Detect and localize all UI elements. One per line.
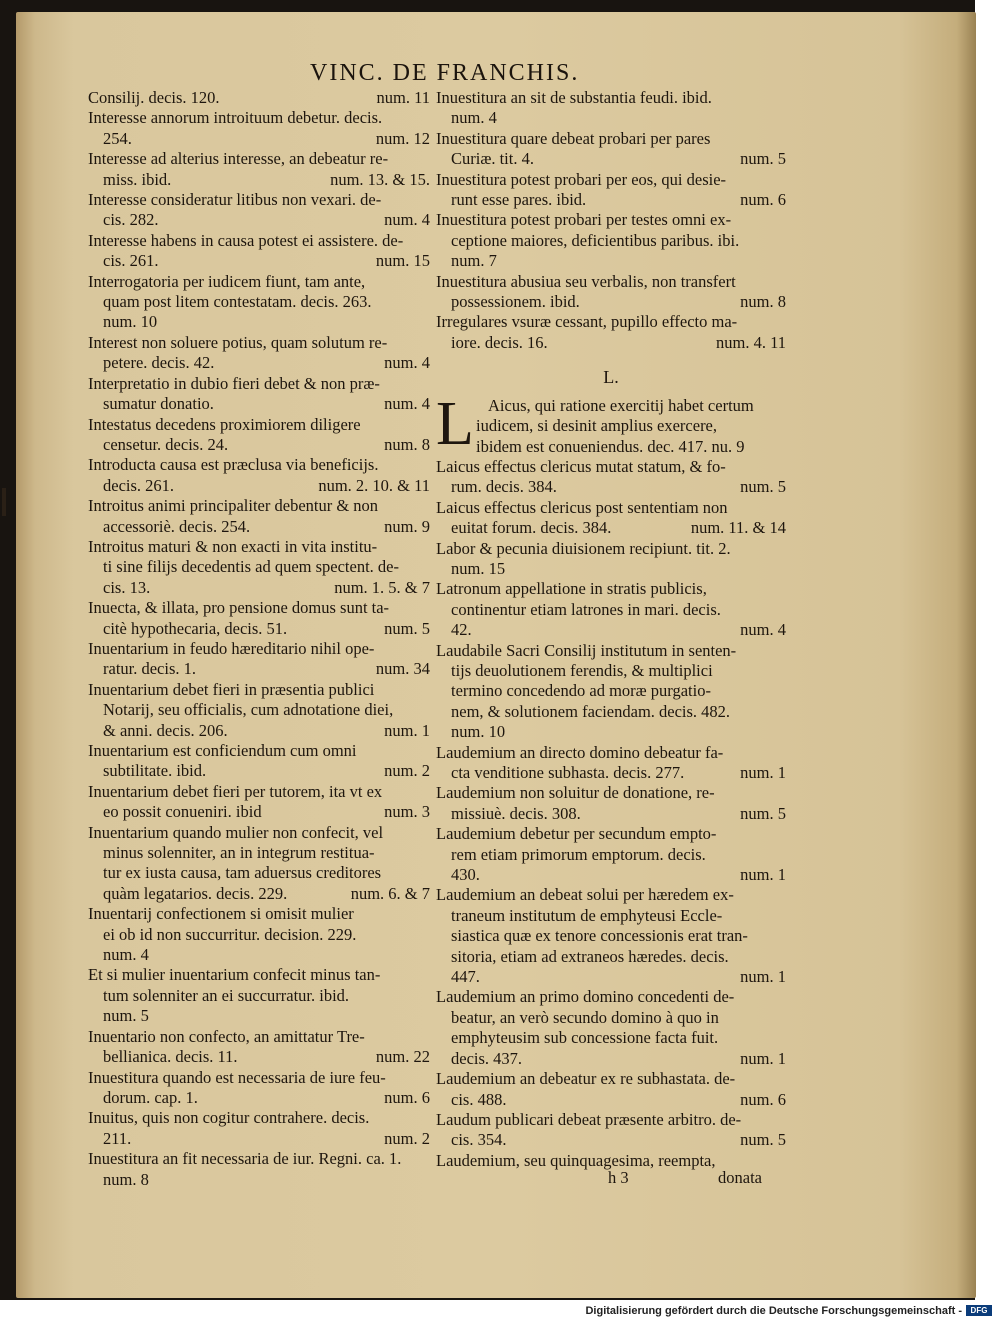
footer-credit: Digitalisierung gefördert durch die Deutsche Forschungsgemeinschaft - xyxy=(585,1305,962,1317)
entry-line xyxy=(88,741,430,761)
entry-text: Inuentario non confecto, an amittatur Tre- xyxy=(88,1026,365,1046)
index-entry xyxy=(88,496,430,537)
entry-reference: num. 4 xyxy=(740,620,786,640)
entry-line xyxy=(436,457,786,477)
entry-text: Consilij. decis. 120. xyxy=(88,88,220,107)
entry-text: Inuecta, & illata, pro pensione domus sunt ta- xyxy=(88,598,390,618)
entry-reference: num. 13. & 15. xyxy=(330,169,430,189)
initial-entry xyxy=(436,389,786,458)
entry-text: Interesse ad alterius interesse, an debeatur re- xyxy=(88,149,389,169)
index-entry xyxy=(436,210,786,271)
entry-text: Inuestitura potest probari per eos, qui desie- xyxy=(436,169,727,189)
entry-line xyxy=(436,824,786,844)
entry-reference: num. 4. 11 xyxy=(716,332,786,352)
entry-reference: num. 6 xyxy=(384,1087,430,1107)
footer-bar xyxy=(0,1300,1000,1321)
entry-text: Notarij, seu officialis, cum adnotatione diei, xyxy=(103,700,394,720)
entry-text: miss. ibid. xyxy=(103,169,172,189)
entry-reference: num. 4 xyxy=(384,353,430,373)
entry-line xyxy=(436,1130,786,1150)
entry-text: quàm legatarios. decis. 229. xyxy=(103,883,288,903)
entry-line xyxy=(436,1069,786,1089)
binding-shadow xyxy=(2,488,6,516)
entry-text: Laudemium an debeat solui per hæredem ex- xyxy=(436,885,734,905)
entry-text: Inuentarium est conficiendum cum omni xyxy=(88,741,357,760)
entry-line xyxy=(88,782,430,802)
entry-line xyxy=(88,210,430,230)
entry-line xyxy=(88,129,430,149)
index-entry xyxy=(88,904,430,965)
section-letter-heading: L. xyxy=(603,367,619,388)
entry-text: Inuestitura an sit de substantia feudi. ibid. xyxy=(436,88,712,107)
index-entry xyxy=(88,149,430,190)
entry-line xyxy=(88,88,430,108)
entry-text: quam post litem contestatam. decis. 263. xyxy=(103,292,372,312)
entry-text: Interrogatoria per iudicem fiunt, tam ante, xyxy=(88,271,366,291)
entry-line xyxy=(88,333,430,353)
entry-reference: num. 2 xyxy=(384,761,430,781)
entry-text: Interesse habens in causa potest ei assistere. de- xyxy=(88,230,404,250)
entry-text: subtilitate. ibid. xyxy=(103,761,207,781)
entry-line xyxy=(436,88,786,108)
entry-text: Labor & pecunia diuisionem recipiunt. tit. 2. xyxy=(436,538,731,558)
entry-line xyxy=(436,947,786,967)
entry-text: cis. 261. xyxy=(103,251,159,271)
index-entry xyxy=(88,1068,430,1109)
entry-text: nem, & solutionem faciendam. decis. 482. xyxy=(451,701,731,721)
entry-text: possessionem. ibid. xyxy=(451,292,580,312)
entry-reference: num. 6 xyxy=(740,1089,786,1109)
entry-line xyxy=(88,1149,430,1169)
entry-line xyxy=(436,743,786,763)
index-entry xyxy=(436,312,786,353)
entry-text: Inuestitura potest probari per testes omni ex- xyxy=(436,210,732,230)
entry-text: tum solenniter an ei succurratur. ibid. xyxy=(103,985,350,1005)
entry-text: beatur, an verò secundo domino à quo in xyxy=(451,1007,719,1027)
index-entry xyxy=(88,374,430,415)
index-entry xyxy=(436,1069,786,1110)
entry-line xyxy=(88,557,430,577)
index-entry xyxy=(436,170,786,211)
entry-text: 447. xyxy=(451,967,480,987)
entry-text: 430. xyxy=(451,865,480,885)
entry-text: Interpretatio in dubio fieri debet & non præ- xyxy=(88,373,380,393)
entry-line xyxy=(436,1049,786,1069)
entry-line xyxy=(88,598,430,618)
entry-text: dorum. cap. 1. xyxy=(103,1087,198,1107)
entry-line xyxy=(88,292,430,312)
entry-line xyxy=(436,845,786,865)
entry-line xyxy=(436,620,786,640)
entry-text: decis. 261. xyxy=(103,475,175,495)
entry-line xyxy=(436,865,786,885)
entry-text: Laicus effectus clericus mutat statum, & fo- xyxy=(436,456,726,476)
index-entry xyxy=(88,415,430,456)
entry-line xyxy=(88,843,430,863)
entry-line xyxy=(436,1090,786,1110)
entry-line xyxy=(88,925,430,945)
entry-line xyxy=(88,986,430,1006)
index-entry xyxy=(88,823,430,905)
entry-text: Curiæ. tit. 4. xyxy=(451,149,534,169)
entry-text: Laudabile Sacri Consilij institutum in senten- xyxy=(436,640,737,660)
index-entry xyxy=(88,190,430,231)
entry-text: cta venditione subhasta. decis. 277. xyxy=(451,763,685,782)
signature-mark: h 3 xyxy=(608,1168,629,1187)
entry-text: sumatur donatio. xyxy=(103,394,214,414)
entry-text: citè hypothecaria, decis. 51. xyxy=(103,618,288,638)
entry-text: Inuentarium in feudo hæreditario nihil ope- xyxy=(88,638,375,658)
index-entry xyxy=(436,579,786,640)
entry-line xyxy=(88,802,430,822)
entry-line xyxy=(88,884,430,904)
entry-text: num. 10 xyxy=(103,312,158,332)
entry-line xyxy=(88,700,430,720)
entry-reference: num. 11. & 14 xyxy=(690,518,786,538)
entry-text: Inuestitura an fit necessaria de iur. Regni. ca. 1. xyxy=(88,1149,402,1169)
entry-text: Laudemium an directo domino debeatur fa- xyxy=(436,742,724,762)
entry-line xyxy=(436,804,786,824)
right-column-top-entries xyxy=(436,88,786,353)
entry-line xyxy=(436,129,786,149)
entry-text: ti sine filijs decedentis ad quem spectent. de- xyxy=(103,557,399,577)
index-entry xyxy=(88,598,430,639)
index-entry xyxy=(88,537,430,598)
entry-line xyxy=(88,353,430,373)
entry-text: decis. 437. xyxy=(451,1048,523,1068)
entry-line xyxy=(88,1027,430,1047)
entry-text: sitoria, etiam ad extraneos hæredes. decis. xyxy=(451,946,729,966)
entry-text: runt esse pares. ibid. xyxy=(451,190,587,210)
entry-line xyxy=(436,190,786,210)
index-entry xyxy=(88,782,430,823)
entry-line xyxy=(436,437,786,457)
entry-reference: num. 3 xyxy=(384,802,430,822)
entry-reference: num. 1 xyxy=(384,720,430,740)
entry-line xyxy=(88,149,430,169)
entry-line xyxy=(88,272,430,292)
entry-reference: num. 5 xyxy=(740,1130,786,1150)
entry-text: tur ex iusta causa, tam aduersus creditores xyxy=(103,863,382,883)
entry-text: Aicus, qui ratione exercitij habet certum xyxy=(488,395,754,415)
entry-line xyxy=(436,539,786,559)
entry-reference: num. 4 xyxy=(384,394,430,414)
entry-line xyxy=(88,659,430,679)
entry-line xyxy=(436,312,786,332)
entry-text: Laudemium, seu quinquagesima, reempta, xyxy=(436,1150,716,1170)
entry-line xyxy=(436,722,786,742)
index-entry xyxy=(436,743,786,784)
entry-line xyxy=(88,537,430,557)
entry-text: missiuè. decis. 308. xyxy=(451,803,581,823)
entry-text: cis. 282. xyxy=(103,210,159,230)
entry-line xyxy=(88,1047,430,1067)
entry-line xyxy=(436,641,786,661)
entry-reference: num. 34 xyxy=(375,659,430,679)
index-entry xyxy=(88,88,430,108)
entry-line xyxy=(436,926,786,946)
entry-line xyxy=(88,190,430,210)
entry-text: minus solenniter, an in integrum restitua- xyxy=(103,843,375,863)
entry-reference: num. 5 xyxy=(740,803,786,823)
entry-text: ceptione maiores, deficientibus paribus. ibi. xyxy=(451,230,740,250)
entry-reference: num. 2 xyxy=(384,1128,430,1148)
entry-text: Introitus animi principaliter debentur & non xyxy=(88,496,379,516)
entry-text: Interesse consideratur litibus non vexari. de- xyxy=(88,190,382,210)
entry-text: Latronum appellatione in stratis publicis, xyxy=(436,579,707,599)
entry-line xyxy=(436,170,786,190)
entry-text: Inuentarium debet fieri in præsentia publici xyxy=(88,679,375,699)
entry-line xyxy=(88,476,430,496)
entry-reference: num. 22 xyxy=(375,1047,430,1067)
index-entry xyxy=(88,680,430,741)
entry-text: cis. 13. xyxy=(103,577,151,597)
entry-line xyxy=(436,600,786,620)
entry-reference: num. 5 xyxy=(740,477,786,497)
dfg-logo: DFG xyxy=(966,1305,992,1316)
entry-text: Et si mulier inuentarium confecit minus tan- xyxy=(88,965,381,985)
entry-line xyxy=(88,721,430,741)
entry-reference: num. 1 xyxy=(740,967,786,987)
entry-text: iudicem, si desinit amplius exercere, xyxy=(476,416,718,436)
entry-line xyxy=(88,945,430,965)
entry-text: 254. xyxy=(103,128,132,148)
entry-line xyxy=(436,477,786,497)
right-column xyxy=(436,88,786,1171)
entry-line xyxy=(436,783,786,803)
index-entry xyxy=(88,639,430,680)
index-entry xyxy=(88,231,430,272)
entry-text: Laudemium debetur per secundum empto- xyxy=(436,824,717,844)
index-entry xyxy=(88,272,430,333)
entry-text: Inuitus, quis non cogitur contrahere. decis. xyxy=(88,1108,370,1128)
index-entry xyxy=(88,1027,430,1068)
entry-text: petere. decis. 42. xyxy=(103,353,215,373)
entry-text: termino concedendo ad moræ purgatio- xyxy=(451,681,711,701)
entry-line xyxy=(88,455,430,475)
entry-text: num. 15 xyxy=(451,558,506,578)
entry-text: Introitus maturi & non exacti in vita institu- xyxy=(88,536,378,556)
entry-line xyxy=(436,251,786,271)
entry-reference: num. 1 xyxy=(740,763,786,782)
entry-text: Laudemium an debeatur ex re subhastata. de- xyxy=(436,1069,736,1089)
index-entry xyxy=(88,455,430,496)
entry-line xyxy=(88,761,430,781)
entry-line xyxy=(436,906,786,926)
entry-reference: num. 12 xyxy=(375,128,430,148)
entry-text: Laudum publicari debeat præsente arbitro. de- xyxy=(436,1109,742,1129)
index-entry xyxy=(436,1110,786,1151)
entry-line xyxy=(436,108,786,128)
entry-line xyxy=(436,1110,786,1130)
index-entry xyxy=(436,783,786,824)
entry-text: Interest non soluere potius, quam solutum re- xyxy=(88,332,388,352)
entry-text: num. 8 xyxy=(103,1169,149,1189)
entry-line xyxy=(436,579,786,599)
entry-reference: num. 5 xyxy=(740,149,786,169)
index-entry xyxy=(88,1108,430,1149)
entry-text: Irregulares vsuræ cessant, pupillo effecto ma- xyxy=(436,312,738,332)
entry-line xyxy=(436,559,786,579)
entry-text: ratur. decis. 1. xyxy=(103,659,197,679)
entry-text: 211. xyxy=(103,1128,132,1148)
entry-line xyxy=(88,823,430,843)
entry-line xyxy=(88,680,430,700)
entry-text: Laudemium non soluitur de donatione, re- xyxy=(436,783,715,803)
index-entry xyxy=(88,965,430,1026)
index-entry xyxy=(436,129,786,170)
entry-line xyxy=(88,496,430,516)
entry-text: & anni. decis. 206. xyxy=(103,720,228,740)
entry-reference: num. 6 xyxy=(740,190,786,210)
entry-line xyxy=(436,1028,786,1048)
entry-text: eo possit conueniri. ibid xyxy=(103,802,262,822)
index-entry xyxy=(436,987,786,1069)
entry-line xyxy=(436,885,786,905)
index-entry xyxy=(436,539,786,580)
entry-line xyxy=(436,210,786,230)
entry-line xyxy=(88,1108,430,1128)
entry-line xyxy=(436,518,786,538)
entry-reference: num. 5 xyxy=(384,618,430,638)
entry-line xyxy=(436,396,786,416)
index-entry xyxy=(436,885,786,987)
entry-reference: num. 1. 5. & 7 xyxy=(334,577,430,597)
entry-text: continentur etiam latrones in mari. decis. xyxy=(451,599,721,619)
entry-line xyxy=(436,149,786,169)
entry-line xyxy=(88,965,430,985)
entry-line xyxy=(88,1170,430,1190)
catchword: donata xyxy=(718,1168,762,1187)
entry-line xyxy=(436,231,786,251)
entry-line xyxy=(88,619,430,639)
entry-text: Laicus effectus clericus post sententiam non xyxy=(436,497,728,517)
entry-text: Inuentarium debet fieri per tutorem, ita vt ex xyxy=(88,781,383,801)
entry-text: bellianica. decis. 11. xyxy=(103,1047,238,1067)
entry-text: rem etiam primorum emptorum. decis. xyxy=(451,844,706,864)
index-entry xyxy=(436,498,786,539)
entry-text: tijs deuolutionem ferendis, & multiplici xyxy=(451,660,713,680)
entry-text: Intestatus decedens proximiorem diligere xyxy=(88,414,361,434)
entry-reference: num. 6. & 7 xyxy=(350,883,430,903)
entry-line xyxy=(436,681,786,701)
index-entry xyxy=(436,272,786,313)
entry-text: Inuestitura quare debeat probari per pares xyxy=(436,128,711,148)
index-entry xyxy=(436,457,786,498)
entry-line xyxy=(88,394,430,414)
entry-line xyxy=(88,1088,430,1108)
entry-reference: num. 1 xyxy=(740,1048,786,1068)
entry-text: cis. 488. xyxy=(451,1089,507,1109)
entry-line xyxy=(88,435,430,455)
entry-text: num. 10 xyxy=(451,722,506,742)
entry-line xyxy=(436,498,786,518)
entry-line xyxy=(88,374,430,394)
entry-text: Inuestitura abusiua seu verbalis, non transfert xyxy=(436,271,736,291)
entry-line xyxy=(436,416,786,436)
entry-reference: num. 8 xyxy=(740,292,786,312)
entry-line xyxy=(436,272,786,292)
entry-text: euitat forum. decis. 384. xyxy=(451,518,612,538)
entry-line xyxy=(88,1068,430,1088)
drop-cap: L xyxy=(436,389,474,458)
entry-text: Interesse annorum introituum debetur. decis. xyxy=(88,108,383,128)
entry-reference: num. 9 xyxy=(384,516,430,536)
entry-text: traneum institutum de emphyteusi Eccle- xyxy=(451,905,723,925)
entry-line xyxy=(88,108,430,128)
entry-text: siastica quæ ex tenore concessionis erat tran- xyxy=(451,926,748,946)
right-column-bottom-entries xyxy=(436,457,786,1171)
entry-line xyxy=(88,312,430,332)
entry-line xyxy=(88,517,430,537)
entry-text: Inuentarij confectionem si omisit mulier xyxy=(88,904,354,924)
entry-line xyxy=(436,702,786,722)
entry-line xyxy=(436,967,786,987)
entry-reference: num. 2. 10. & 11 xyxy=(318,475,430,495)
entry-line xyxy=(436,661,786,681)
entry-text: ei ob id non succurritur. decision. 229. xyxy=(103,924,357,944)
entry-line xyxy=(436,987,786,1007)
entry-text: cis. 354. xyxy=(451,1130,507,1150)
entry-line xyxy=(88,231,430,251)
entry-text: iore. decis. 16. xyxy=(451,332,548,352)
index-entry xyxy=(436,641,786,743)
index-entry xyxy=(88,333,430,374)
entry-line xyxy=(88,578,430,598)
entry-line xyxy=(88,863,430,883)
index-entry xyxy=(436,88,786,129)
index-entry xyxy=(88,108,430,149)
entry-text: Introducta causa est præclusa via beneficijs. xyxy=(88,455,379,475)
entry-reference: num. 4 xyxy=(384,210,430,230)
running-head: VINC. DE FRANCHIS. xyxy=(310,60,580,86)
entry-text: rum. decis. 384. xyxy=(451,477,557,497)
entry-line xyxy=(88,904,430,924)
entry-line xyxy=(88,639,430,659)
entry-text: num. 5 xyxy=(103,1006,149,1026)
entry-reference: num. 11 xyxy=(376,88,430,107)
entry-line xyxy=(436,292,786,312)
left-column xyxy=(88,88,430,1190)
entry-line xyxy=(436,763,786,783)
index-entry xyxy=(88,741,430,782)
entry-line xyxy=(436,1008,786,1028)
entry-line xyxy=(88,1006,430,1026)
entry-reference: num. 1 xyxy=(740,865,786,885)
entry-text: ibidem est conueniendus. dec. 417. nu. 9 xyxy=(476,436,745,456)
index-entry xyxy=(88,1149,430,1190)
entry-text: accessoriè. decis. 254. xyxy=(103,516,251,536)
entry-text: num. 7 xyxy=(451,251,497,271)
entry-line xyxy=(88,415,430,435)
entry-text: Laudemium an primo domino concedenti de- xyxy=(436,987,735,1007)
entry-line xyxy=(88,251,430,271)
entry-reference: num. 15 xyxy=(375,251,430,271)
entry-text: 42. xyxy=(451,620,472,640)
entry-text: num. 4 xyxy=(451,108,497,128)
entry-line xyxy=(88,1129,430,1149)
entry-reference: num. 8 xyxy=(384,434,430,454)
entry-text: censetur. decis. 24. xyxy=(103,434,229,454)
entry-text: num. 4 xyxy=(103,945,149,965)
entry-text: Inuestitura quando est necessaria de iure feu- xyxy=(88,1067,386,1087)
entry-line xyxy=(436,333,786,353)
entry-text: Inuentarium quando mulier non confecit, vel xyxy=(88,822,384,842)
entry-text: emphyteusim sub concessione facta fuit. xyxy=(451,1028,719,1048)
index-entry xyxy=(436,824,786,885)
entry-line xyxy=(88,170,430,190)
